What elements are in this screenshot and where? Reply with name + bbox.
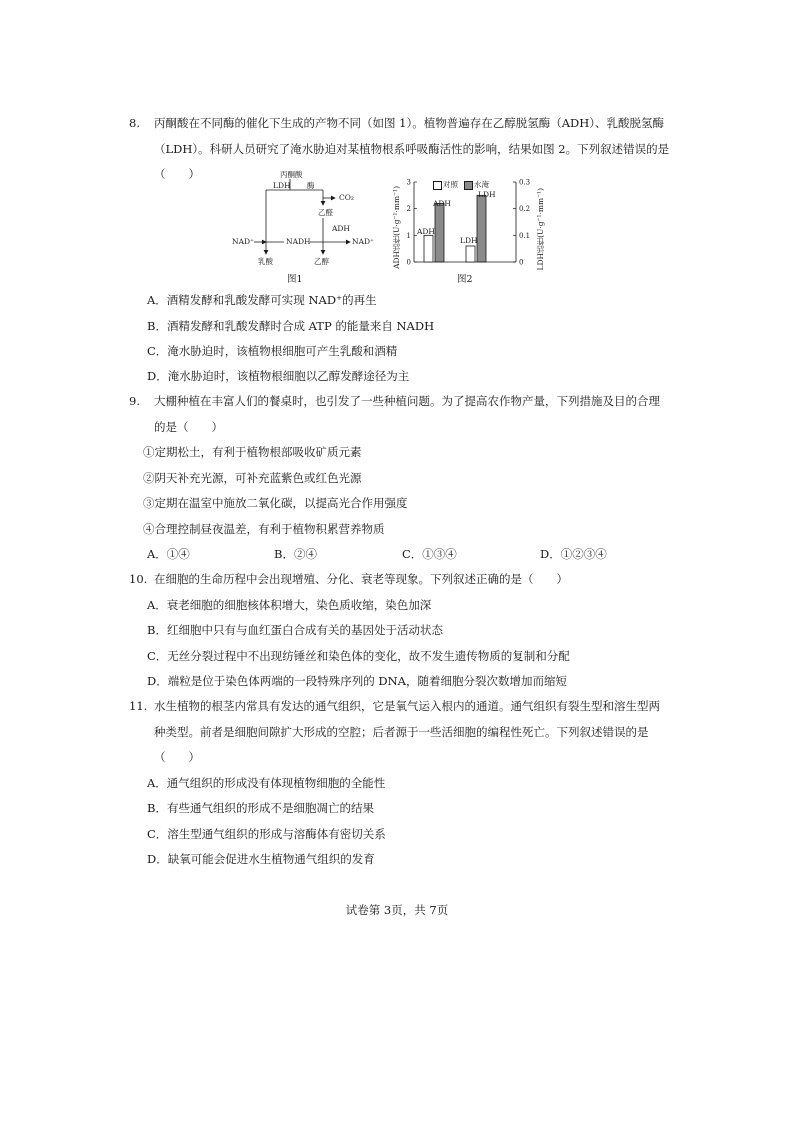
- option-a: A．通气组织的形成没有体现植物细胞的全能性: [147, 776, 386, 790]
- legend-swatch-control: [433, 181, 442, 190]
- right-tick-label: 0: [519, 258, 524, 267]
- bar-label-adh-flood: ADH: [433, 199, 451, 208]
- option-a: A．衰老细胞的细胞核体积增大，染色质收缩，染色加深: [147, 598, 432, 612]
- right-tick-label: 0.3: [519, 178, 531, 187]
- label-nad-plus: NAD⁺: [232, 237, 254, 246]
- question-text: 种类型。前者是细胞间隙扩大形成的空腔；后者源于一些活细胞的编程性死亡。下列叙述错误的是: [154, 725, 649, 739]
- question-number: 9.: [129, 394, 140, 408]
- bar-label-ldh-control: LDH: [460, 236, 478, 245]
- left-tick-label: 1: [406, 231, 411, 240]
- label-lactate: 乳酸: [258, 257, 273, 266]
- bar-adh-control: [424, 235, 433, 262]
- option-d: D．端粒是位于染色体两端的一段特殊序列的 DNA，随着细胞分裂次数增加而缩短: [147, 674, 567, 688]
- question-text: 的是（ ）: [154, 420, 223, 434]
- right-tick-label: 0.1: [519, 231, 531, 240]
- figure-2-bar-chart: [386, 178, 551, 270]
- question-number: 10.: [129, 572, 148, 586]
- right-tick-label: 0.2: [519, 205, 531, 214]
- label-acetaldehyde: 乙醛: [318, 208, 333, 217]
- bar-label-adh-control: ADH: [417, 227, 435, 236]
- figure-2-caption: 图2: [457, 274, 473, 285]
- bar-ldh-flood: [477, 195, 486, 262]
- bar-adh-flood: [435, 203, 444, 262]
- legend-control: 对照: [443, 180, 458, 189]
- question-text: 丙酮酸在不同酶的催化下生成的产物不同（如图 1）。植物普遍存在乙醇脱氢酶（ADH）、乳酸脱氢酶: [154, 116, 665, 130]
- question-text: （LDH）。科研人员研究了淹水胁迫对某植物根系呼吸酶活性的影响，结果如图 2。下列叙述错误的是: [154, 142, 670, 156]
- figure-1-pathway-diagram: [228, 168, 378, 286]
- figure-1-caption: 图1: [287, 274, 303, 285]
- label-enzyme: 酶: [307, 181, 315, 190]
- question-number: 8.: [129, 116, 140, 130]
- option-a: A．酒精发酵和乳酸发酵可实现 NAD⁺的再生: [147, 293, 377, 307]
- option-c: C．溶生型通气组织的形成与溶酶体有密切关系: [147, 827, 386, 841]
- option-b: B．有些通气组织的形成不是细胞凋亡的结果: [147, 801, 374, 815]
- left-tick-label: 0: [406, 258, 411, 267]
- left-axis-label: ADH活性(U·g⁻¹·mm⁻¹): [392, 186, 401, 269]
- legend-flood: 水淹: [474, 180, 489, 189]
- answer-blank: （ ）: [154, 167, 200, 181]
- bar-label-ldh-flood: LDH: [478, 190, 496, 199]
- label-nadh: NADH: [286, 237, 311, 246]
- label-pyruvate: 丙酮酸: [280, 170, 303, 179]
- label-ethanol: 乙醇: [314, 257, 329, 266]
- question-number: 11.: [129, 699, 148, 713]
- left-tick-label: 3: [406, 178, 411, 187]
- question-text: 在细胞的生命历程中会出现增殖、分化、衰老等现象。下列叙述正确的是（ ）: [154, 572, 568, 586]
- label-ldh: LDH: [273, 181, 291, 190]
- question-text: 大棚种植在丰富人们的餐桌时，也引发了一些种植问题。为了提高农作物产量，下列措施及目的合理: [154, 394, 660, 408]
- option-c: C．①③④: [402, 547, 457, 561]
- statement-1: ①定期松土，有利于植物根部吸收矿质元素: [143, 445, 362, 459]
- statement-4: ④合理控制昼夜温差，有利于植物积累营养物质: [143, 522, 385, 536]
- page-footer: 试卷第 3页，共 7页: [345, 903, 449, 917]
- answer-blank: （ ）: [154, 750, 200, 764]
- statement-2: ②阴天补充光源，可补充蓝紫色或红色光源: [143, 471, 362, 485]
- statement-3: ③定期在温室中施放二氧化碳，以提高光合作用强度: [143, 496, 408, 510]
- option-b: B．红细胞中只有与血红蛋白合成有关的基因处于活动状态: [147, 623, 443, 637]
- legend-swatch-flood: [464, 181, 473, 190]
- bar-ldh-control: [466, 246, 475, 262]
- option-c: C．淹水胁迫时，该植物根细胞可产生乳酸和酒精: [147, 344, 398, 358]
- option-b: B．酒精发酵和乳酸发酵时合成 ATP 的能量来自 NADH: [147, 319, 435, 333]
- option-d: D．淹水胁迫时，该植物根细胞以乙醇发酵途径为主: [147, 369, 410, 383]
- option-d: D．缺氧可能会促进水生植物通气组织的发育: [147, 852, 375, 866]
- option-c: C．无丝分裂过程中不出现纺锤丝和染色体的变化，故不发生遗传物质的复制和分配: [147, 649, 570, 663]
- option-b: B．②④: [274, 547, 317, 561]
- left-tick-label: 2: [406, 205, 411, 214]
- question-text: 水生植物的根茎内常具有发达的通气组织，它是氧气运入根内的通道。通气组织有裂生型和溶生型两: [154, 699, 660, 713]
- option-a: A．①④: [147, 547, 190, 561]
- label-adh: ADH: [332, 224, 350, 233]
- option-d: D．①②③④: [540, 547, 607, 561]
- label-nad-plus-right: NAD⁺: [352, 237, 374, 246]
- right-axis-label: LDH活性(U·g⁻¹·mm⁻¹): [536, 188, 545, 271]
- label-co2: CO₂: [339, 193, 354, 202]
